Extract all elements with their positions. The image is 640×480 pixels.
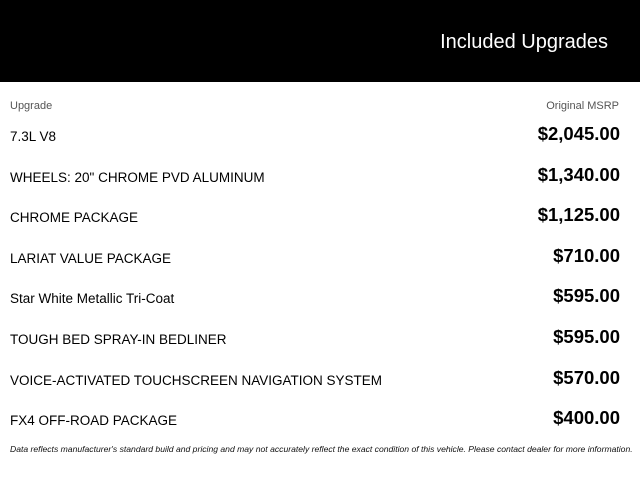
- upgrade-row: [10, 359, 620, 400]
- upgrades-list: [10, 115, 620, 440]
- upgrade-price: $400.00: [553, 407, 620, 429]
- upgrade-price: $1,340.00: [537, 163, 620, 185]
- disclaimer-text: Data reflects manufacturer's standard build and pricing and may not accurately reflect the exact condition of this vehicle. Please contact dealer for more information.: [10, 444, 633, 454]
- upgrade-row: [10, 115, 620, 156]
- upgrade-name: TOUGH BED SPRAY-IN BEDLINER: [10, 331, 227, 347]
- upgrade-row: [10, 196, 620, 237]
- header-bar: [0, 0, 640, 82]
- upgrade-name: FX4 OFF-ROAD PACKAGE: [10, 413, 178, 429]
- upgrade-row: [10, 237, 620, 278]
- upgrade-price: $710.00: [553, 244, 620, 266]
- upgrade-name: VOICE-ACTIVATED TOUCHSCREEN NAVIGATION SYSTEM: [10, 372, 383, 388]
- upgrade-column-header: Upgrade: [10, 100, 53, 112]
- upgrade-name: 7.3L V8: [10, 129, 57, 144]
- upgrade-price: $2,045.00: [537, 123, 620, 144]
- upgrade-name: LARIAT VALUE PACKAGE: [10, 250, 172, 266]
- upgrade-row: [10, 318, 620, 359]
- msrp-column-header: Original MSRP: [546, 100, 619, 112]
- upgrade-name: WHEELS: 20" CHROME PVD ALUMINUM: [10, 169, 265, 185]
- upgrade-price: $570.00: [553, 366, 620, 388]
- upgrade-row: [10, 156, 620, 197]
- upgrade-price: $595.00: [553, 325, 620, 347]
- upgrade-name: Star White Metallic Tri-Coat: [10, 291, 175, 307]
- upgrade-row: [10, 277, 620, 318]
- column-headers: [10, 99, 619, 113]
- upgrade-price: $595.00: [553, 285, 620, 307]
- upgrade-name: CHROME PACKAGE: [10, 210, 139, 226]
- upgrade-price: $1,125.00: [537, 204, 620, 226]
- upgrade-row: [10, 399, 620, 440]
- page-title: Included Upgrades: [440, 31, 608, 53]
